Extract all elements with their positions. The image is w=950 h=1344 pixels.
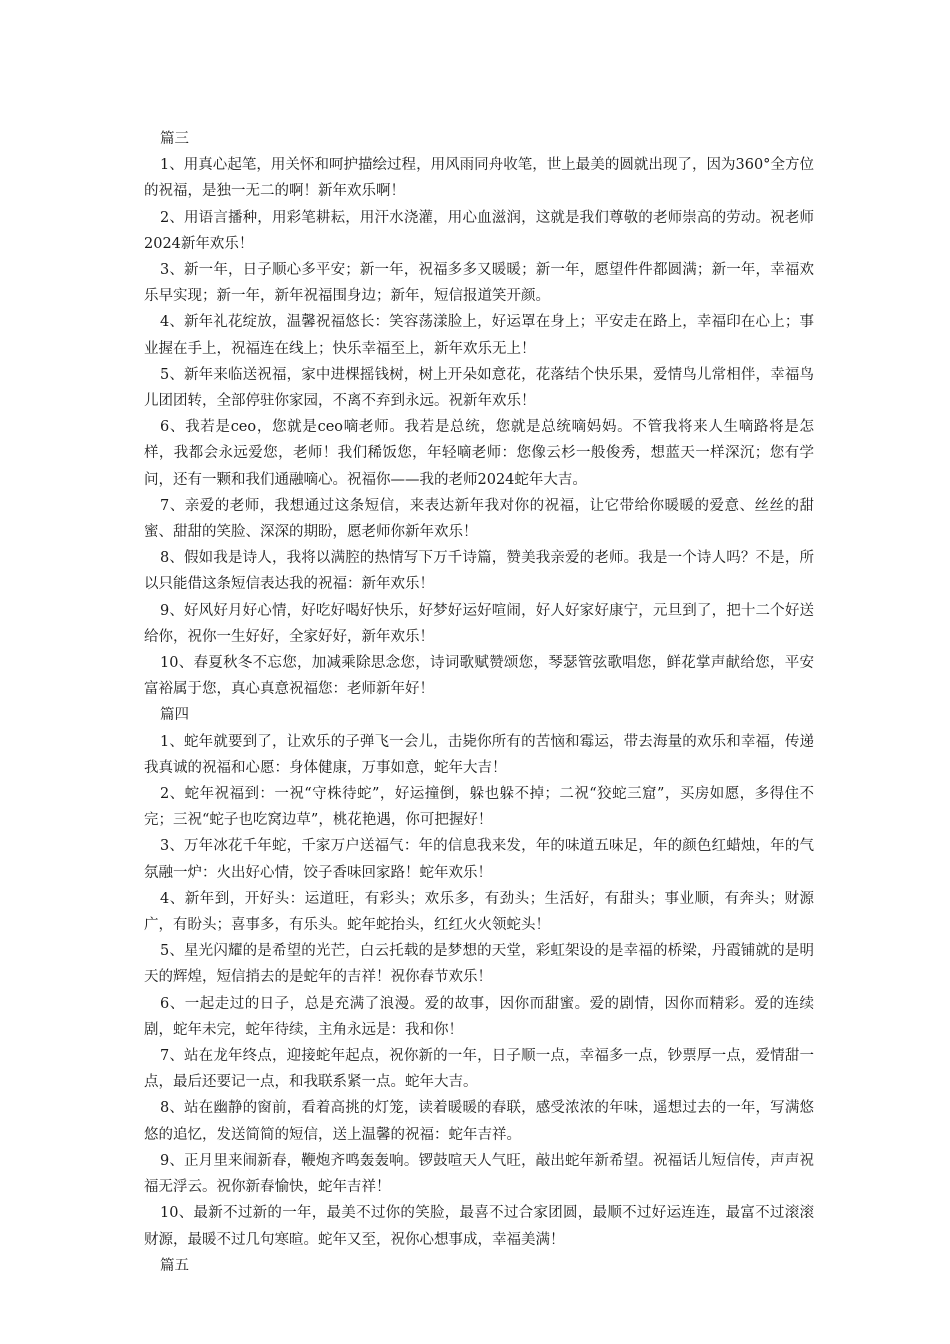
section-heading: 篇四: [160, 707, 189, 724]
paragraph: 9、正月里来闹新春，鞭炮齐鸣轰轰响。锣鼓喧天人气旺，敲出蛇年新希望。祝福话儿短信传，声声祝福无浮云。祝你新春愉快，蛇年吉祥！: [144, 1152, 814, 1196]
paragraph: 7、亲爱的老师，我想通过这条短信，来表达新年我对你的祝福，让它带给你暖暖的爱意、丝丝的甜蜜、甜甜的笑脸、深深的期盼，愿老师你新年欢乐！: [144, 497, 814, 541]
section-4: [144, 702, 814, 1252]
paragraph: 2、用语言播种，用彩笔耕耘，用汗水浇灌，用心血滋润，这就是我们尊敬的老师崇高的劳动。祝老师2024新年欢乐！: [144, 209, 814, 252]
paragraph: 8、站在幽静的窗前，看着高挑的灯笼，读着暖暖的春联，感受浓浓的年味，遥想过去的一年，写满悠悠的追忆，发送简简的短信，送上温馨的祝福：蛇年吉祥。: [144, 1100, 814, 1143]
document-page: [144, 126, 814, 1279]
paragraph: 9、好风好月好心情，好吃好喝好快乐，好梦好运好喧闹，好人好家好康宁，元旦到了，把十二个好送给你，祝你一生好好，全家好好，新年欢乐！: [144, 602, 814, 645]
paragraph: 4、新年到，开好头：运道旺，有彩头；欢乐多，有劲头；生活好，有甜头；事业顺，有奔头；财源广，有盼头；喜事多，有乐头。蛇年蛇抬头，红红火火领蛇头！: [144, 890, 814, 934]
paragraph: 1、用真心起笔，用关怀和呵护描绘过程，用风雨同舟收笔，世上最美的圆就出现了，因为360°全方位的祝福，是独一无二的啊！新年欢乐啊！: [144, 157, 814, 200]
paragraph: 1、蛇年就要到了，让欢乐的子弹飞一会儿，击毙你所有的苦恼和霉运，带去海量的欢乐和幸福，传递我真诚的祝福和心愿：身体健康，万事如意，蛇年大吉！: [144, 733, 814, 776]
section-heading: 篇三: [160, 131, 189, 147]
paragraph: 7、站在龙年终点，迎接蛇年起点，祝你新的一年，日子顺一点，幸福多一点，钞票厚一点，爱情甜一点，最后还要记一点，和我联系紧一点。蛇年大吉。: [144, 1048, 814, 1091]
section-3: [144, 126, 814, 702]
paragraph: 4、新年礼花绽放，温馨祝福悠长：笑容荡漾脸上，好运罩在身上；平安走在路上，幸福印在心上；事业握在手上，祝福连在线上；快乐幸福至上，新年欢乐无上！: [144, 314, 814, 357]
paragraph: 8、假如我是诗人，我将以满腔的热情写下万千诗篇，赞美我亲爱的老师。我是一个诗人吗？不是，所以只能借这条短信表达我的祝福：新年欢乐！: [144, 550, 814, 593]
paragraph: 10、最新不过新的一年，最美不过你的笑脸，最喜不过合家团圆，最顺不过好运连连，最富不过滚滚财源，最暖不过几句寒暄。蛇年又至，祝你心想事成，幸福美满！: [144, 1205, 814, 1248]
paragraph: 3、新一年，日子顺心多平安；新一年，祝福多多又暖暖；新一年，愿望件件都圆满；新一年，幸福欢乐早实现；新一年，新年祝福围身边；新年，短信报道笑开颜。: [144, 262, 814, 305]
paragraph: 3、万年冰花千年蛇，千家万户送福气：年的信息我来发，年的味道五味足，年的颜色红蜡烛，年的气氛融一炉：火出好心情，饺子香味回家路！蛇年欢乐！: [144, 838, 814, 881]
paragraph: 2、蛇年祝福到：一祝“守株待蛇”，好运撞倒，躲也躲不掉；二祝“狡蛇三窟”，买房如愿，多得住不完；三祝“蛇子也吃窝边草”，桃花艳遇，你可把握好！: [144, 786, 814, 829]
paragraph: 5、星光闪耀的是希望的光芒，白云托载的是梦想的天堂，彩虹架设的是幸福的桥梁，丹霞铺就的是明天的辉煌，短信捎去的是蛇年的吉祥！祝你春节欢乐！: [144, 943, 814, 986]
section-heading: 篇五: [160, 1257, 189, 1274]
section-5: [144, 1253, 814, 1279]
paragraph: 10、春夏秋冬不忘您，加减乘除思念您，诗词歌赋赞颂您，琴瑟管弦歌唱您，鲜花掌声献给您，平安富裕属于您，真心真意祝福您：老师新年好！: [144, 655, 814, 698]
paragraph: 6、我若是ceo，您就是ceo嘀老师。我若是总统，您就是总统嘀妈妈。不管我将来人生嘀路将是怎样，我都会永远爱您，老师！我们稀饭您，年轻嘀老师：您像云杉一般俊秀，想蓝天一样深沉；您有学问，还有一颗和我们通融嘀心。祝福你——我的老师2024蛇年大吉。: [144, 419, 814, 488]
paragraph: 6、一起走过的日子，总是充满了浪漫。爱的故事，因你而甜蜜。爱的剧情，因你而精彩。爱的连续剧，蛇年未完，蛇年待续，主角永远是：我和你！: [144, 995, 814, 1038]
paragraph: 5、新年来临送祝福，家中进棵摇钱树，树上开朵如意花，花落结个快乐果，爱情鸟儿常相伴，幸福鸟儿团团转，全部停驻你家园，不离不弃到永远。祝新年欢乐！: [144, 366, 814, 410]
